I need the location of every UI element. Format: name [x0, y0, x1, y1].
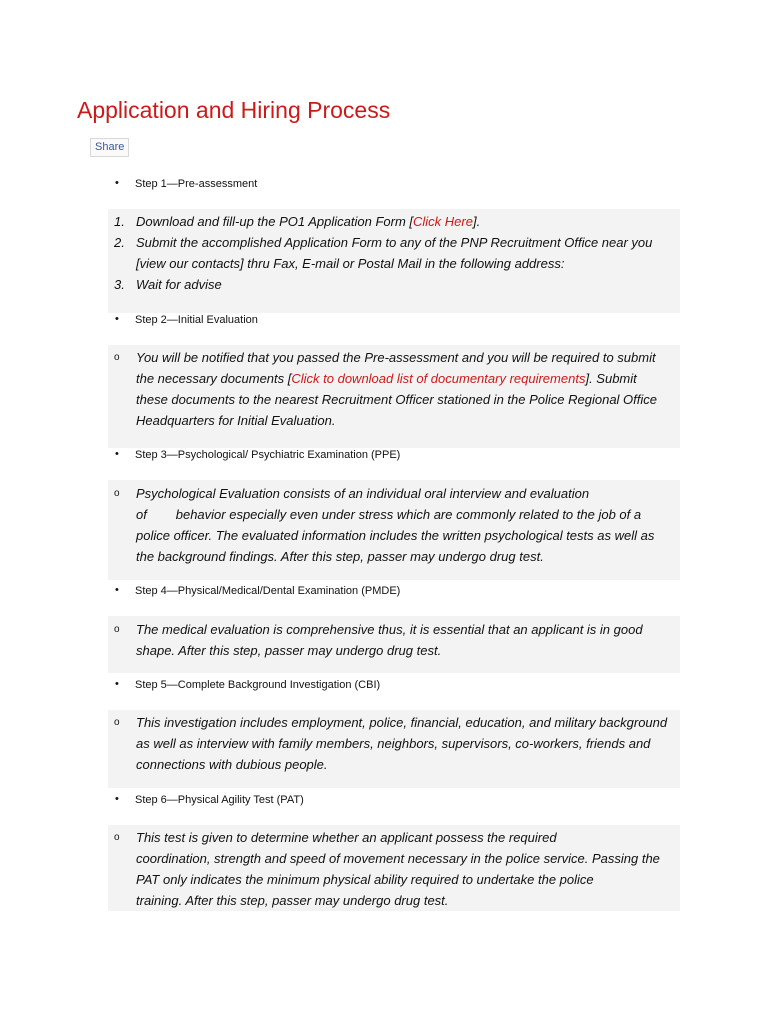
list-item: 3. Wait for advise — [114, 277, 222, 292]
bullet-icon: • — [115, 584, 119, 596]
share-button[interactable]: Share — [90, 138, 129, 157]
circle-bullet-icon: o — [114, 488, 120, 499]
page-title: Application and Hiring Process — [77, 97, 391, 123]
bullet-icon: • — [115, 177, 119, 189]
circle-bullet-icon: o — [114, 624, 120, 635]
step1-box — [108, 209, 680, 313]
step-label: Step 2—Initial Evaluation — [135, 314, 258, 326]
step-label: Step 6—Physical Agility Test (PAT) — [135, 794, 304, 806]
step-label: Step 4—Physical/Medical/Dental Examination (PMDE) — [135, 585, 401, 597]
documentary-requirements-link[interactable]: Click to download list of documentary requirements — [291, 371, 586, 386]
step4-box: o The medical evaluation is comprehensive thus, it is essential that an applicant is in good shape. After this step, passer may undergo drug test. — [108, 616, 680, 673]
circle-bullet-icon: o — [114, 832, 120, 843]
step5-box: o This investigation includes employment, police, financial, education, and military background as well as interview with family members, neighbors, supervisors, co-workers, friends and connections with dubious people. — [108, 710, 680, 788]
step-label: Step 1—Pre-assessment — [135, 178, 258, 190]
step-label: Step 3—Psychological/ Psychiatric Examination (PPE) — [135, 449, 401, 461]
circle-bullet-icon: o — [114, 352, 120, 363]
list-item: 1. Download and fill-up the PO1 Application Form [Click Here]. — [114, 214, 481, 229]
bullet-icon: • — [115, 448, 119, 460]
circle-bullet-icon: o — [114, 717, 120, 728]
step3-box: o Psychological Evaluation consists of an individual oral interview and evaluation of behavior especially even under stress which are commonly related to the job of a police officer. The evaluated information includes the written psychological tests as well as the background findings. After this step, passer may undergo drug test. — [108, 480, 680, 580]
bullet-icon: • — [115, 793, 119, 805]
step2-box: o You will be notified that you passed the Pre-assessment and you will be required to submit the necessary documents [Click to download list of documentary requirements]. Submit these documents to the nearest Recruitment Officer stationed in the Police Regional Office Headquarters for Initial Evaluation. — [108, 345, 680, 448]
download-form-link[interactable]: Click Here — [413, 214, 473, 229]
step6-box: o This test is given to determine whether an applicant possess the required coordination, strength and speed of movement necessary in the police service. Passing the PAT only indicates the minimum physical ability required to undertake the police training. After this step, passer may undergo drug test. — [108, 825, 680, 911]
bullet-icon: • — [115, 678, 119, 690]
bullet-icon: • — [115, 313, 119, 325]
step-label: Step 5—Complete Background Investigation (CBI) — [135, 679, 381, 691]
list-item: 2. Submit the accomplished Application Form to any of the PNP Recruitment Office near you [view our contacts] thru Fax, E-mail or Postal Mail in the following address: — [114, 235, 653, 271]
